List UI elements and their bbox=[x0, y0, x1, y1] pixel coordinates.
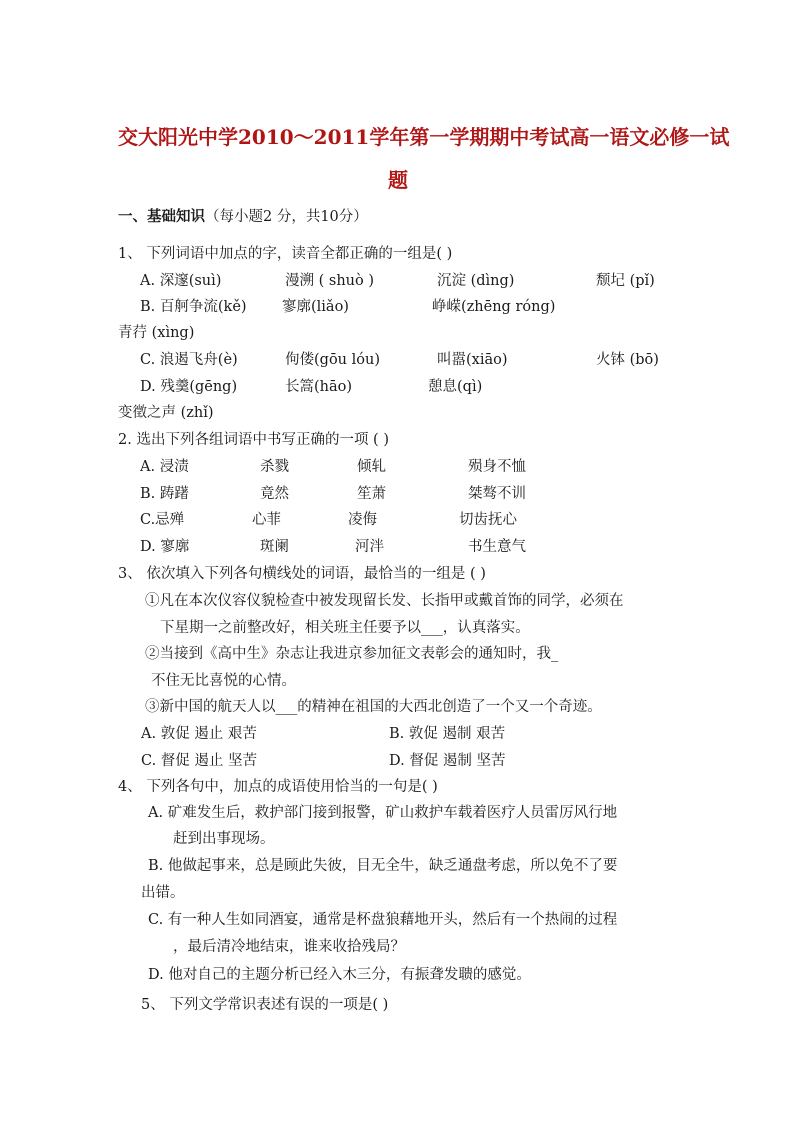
q2-option-d-word-4: 书生意气 bbox=[468, 539, 526, 555]
q1-option-d-word-2: 长篙(hāo) bbox=[285, 379, 353, 395]
q1-option-c-word-1: C. 浪遏飞舟(è) bbox=[140, 352, 238, 368]
q3-sentence-2-continued: 不住无比喜悦的心情。 bbox=[151, 673, 296, 689]
q4-option-a-continued: 赶到出事现场。 bbox=[173, 831, 275, 847]
q4-option-c: C. 有一种人生如同酒宴，通常是杯盘狼藉地开头，然后有一个热闹的过程 bbox=[148, 912, 618, 928]
q1-option-c-word-4: 火钵 (bō) bbox=[596, 352, 659, 368]
question-2-stem: 2. 选出下列各组词语中书写正确的一项 ( ) bbox=[118, 432, 389, 448]
q3-sentence-3: ③新中国的航天人以___的精神在祖国的大西北创造了一个又一个奇迹。 bbox=[145, 699, 602, 715]
q1-option-d-word-3: 憩息(qì) bbox=[428, 379, 483, 395]
q3-option-b: B. 敦促 遏制 艰苦 bbox=[389, 726, 506, 742]
section-heading bbox=[118, 208, 368, 226]
q1-option-b-word-2: 寥廓(liǎo) bbox=[282, 299, 349, 315]
q2-option-d-word-3: 河泮 bbox=[355, 539, 384, 555]
q4-option-b-continued: 出错。 bbox=[141, 885, 185, 901]
q1-option-a-word-2: 漫溯 ( shuò ) bbox=[285, 273, 374, 289]
q3-sentence-1-continued: 下星期一之前整改好，相关班主任要予以___，认真落实。 bbox=[160, 620, 530, 636]
q2-option-d-word-1: D. 寥廓 bbox=[140, 539, 190, 555]
q3-option-a: A. 敦促 遏止 艰苦 bbox=[141, 726, 257, 742]
q1-option-b-word-1: B. 百舸争流(kě) bbox=[140, 299, 247, 315]
q2-option-c-word-3: 凌侮 bbox=[348, 512, 377, 528]
q1-option-d-word-4: 变徵之声 (zhǐ) bbox=[118, 405, 214, 421]
q2-option-b-word-1: B. 踌躇 bbox=[140, 486, 189, 502]
q1-option-a-word-1: A. 深邃(suì) bbox=[140, 273, 222, 289]
question-4-stem: 4、 下列各句中，加点的成语使用恰当的一句是( ) bbox=[118, 779, 438, 795]
q1-option-b-word-4: 青荇 (xìng) bbox=[118, 325, 195, 341]
q3-sentence-1: ①凡在本次仪容仪貌检查中被发现留长发、长指甲或戴首饰的同学，必须在 bbox=[145, 593, 624, 609]
q1-option-a-word-3: 沉淀 (dìng) bbox=[437, 273, 515, 289]
q2-option-c-word-2: 心菲 bbox=[252, 512, 281, 528]
q2-option-d-word-2: 斑阑 bbox=[260, 539, 289, 555]
exam-title-continued: 题 bbox=[388, 168, 408, 192]
q2-option-a-word-3: 倾轧 bbox=[357, 459, 386, 475]
question-1-stem: 1、 下列词语中加点的字，读音全都正确的一组是( ) bbox=[118, 246, 453, 262]
q3-sentence-2: ②当接到《高中生》杂志让我进京参加征文表彰会的通知时，我_ bbox=[145, 646, 559, 662]
section-heading-label: 一、基础知识 bbox=[118, 208, 205, 225]
q4-option-b: B. 他做起事来，总是顾此失彼，目无全牛，缺乏通盘考虑，所以免不了要 bbox=[148, 858, 618, 874]
q4-option-d: D. 他对自己的主题分析已经入木三分，有振聋发聩的感觉。 bbox=[148, 967, 531, 983]
q1-option-a-word-4: 颓圮 (pǐ) bbox=[596, 273, 655, 289]
q4-option-c-continued: ，最后清冷地结束，谁来收拾残局？ bbox=[173, 939, 405, 955]
q2-option-c-word-4: 切齿抚心 bbox=[459, 512, 517, 528]
q2-option-a-word-4: 殒身不恤 bbox=[468, 459, 526, 475]
q1-option-b-word-3: 峥嵘(zhēng róng) bbox=[432, 299, 556, 315]
q2-option-c-word-1: C.忌殚 bbox=[140, 512, 185, 528]
q2-option-a-word-2: 杀戮 bbox=[260, 459, 289, 475]
exam-title: 交大阳光中学2010～2011学年第一学期期中考试高一语文必修一试 bbox=[118, 125, 730, 149]
q1-option-c-word-3: 叫嚣(xiāo) bbox=[437, 352, 508, 368]
q2-option-b-word-2: 竟然 bbox=[260, 486, 289, 502]
q1-option-d-word-1: D. 残羹(gēng) bbox=[140, 379, 238, 395]
q1-option-c-word-2: 佝偻(gōu lóu) bbox=[285, 352, 380, 368]
q3-option-d: D. 督促 遏制 坚苦 bbox=[389, 753, 506, 769]
question-3-stem: 3、 依次填入下列各句横线处的词语，最恰当的一组是 ( ) bbox=[118, 566, 486, 582]
q2-option-b-word-3: 笙萧 bbox=[357, 486, 386, 502]
section-score-note: （每小题2 分，共10分） bbox=[205, 209, 368, 225]
q2-option-b-word-4: 桀骜不训 bbox=[468, 486, 526, 502]
question-5-stem: 5、 下列文学常识表述有误的一项是( ) bbox=[141, 997, 389, 1013]
q3-option-c: C. 督促 遏止 坚苦 bbox=[141, 753, 258, 769]
q4-option-a: A. 矿难发生后，救护部门接到报警，矿山救护车载着医疗人员雷厉风行地 bbox=[148, 805, 618, 821]
q2-option-a-word-1: A. 浸渍 bbox=[140, 459, 189, 475]
